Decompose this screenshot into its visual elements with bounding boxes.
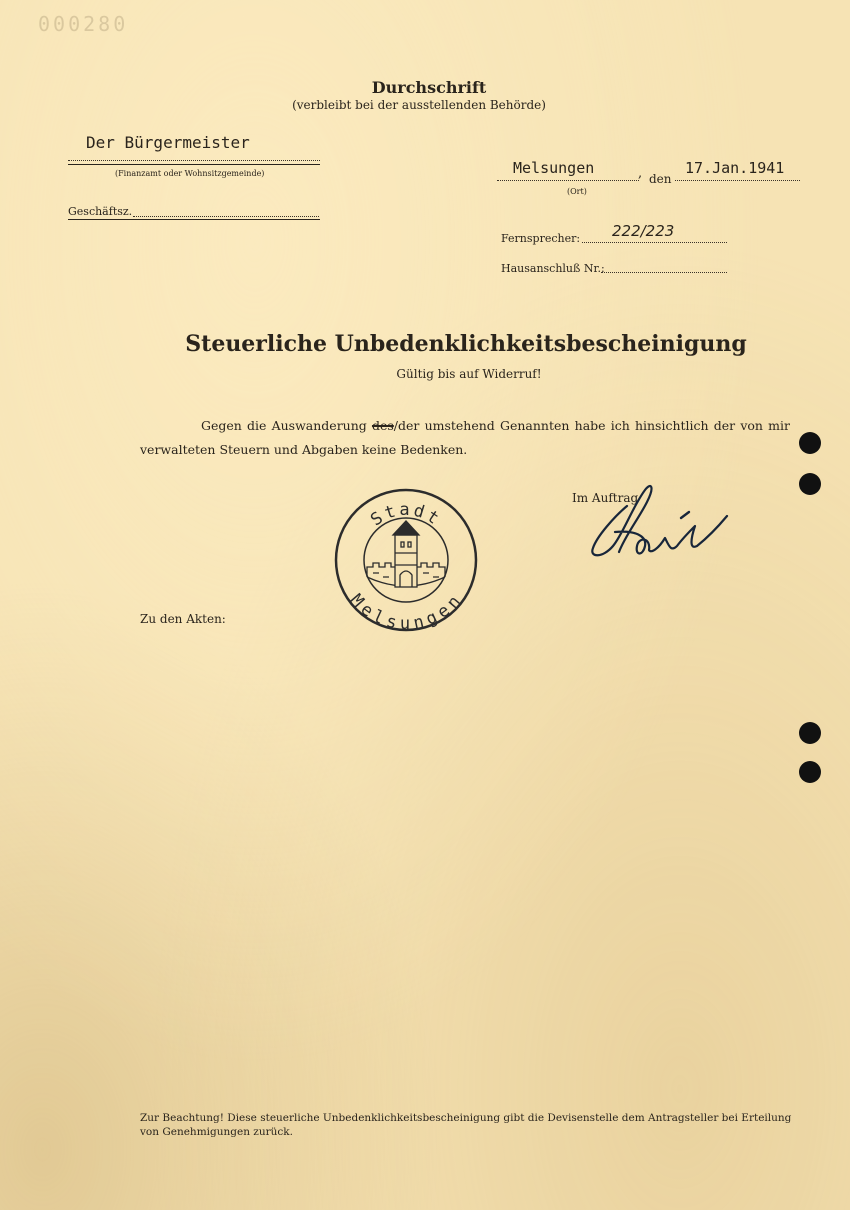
reference-dotted-line — [133, 216, 319, 217]
punch-hole-icon — [799, 432, 821, 454]
phone-dotted-line — [582, 242, 727, 243]
body-text-after: /der umstehend Genannten habe ich hinsichtlich der von mir — [393, 418, 790, 433]
reference-rule — [68, 219, 320, 220]
seal-top-text: Stadt — [367, 500, 445, 531]
body-text-before: Gegen die Auswanderung — [201, 418, 372, 433]
punch-hole-icon — [799, 473, 821, 495]
seal-bottom-text: Melsungen — [345, 590, 467, 633]
authority-field — [68, 133, 320, 163]
reference-label: Geschäftsz. — [68, 205, 133, 218]
phone-value: 222/223 — [612, 222, 675, 240]
handwritten-signature — [585, 476, 735, 566]
authority-caption: (Finanzamt oder Wohnsitzgemeinde) — [115, 169, 265, 178]
authority-value: Der Bürgermeister — [86, 133, 250, 152]
punch-hole-icon — [799, 761, 821, 783]
document-title: Steuerliche Unbedenklichkeitsbescheinigung — [185, 331, 747, 357]
date-dotted-line — [675, 180, 800, 181]
punch-hole-icon — [799, 722, 821, 744]
struck-article: des — [371, 418, 394, 433]
copy-heading-note: (verbleibt bei der ausstellenden Behörde) — [292, 98, 546, 112]
place-caption: (Ort) — [567, 187, 587, 196]
files-note-label: Zu den Akten: — [140, 612, 226, 626]
authority-rule — [68, 164, 320, 165]
authority-dotted-line — [68, 160, 320, 161]
footer-note — [140, 1111, 792, 1139]
phone-label: Fernsprecher: — [501, 232, 581, 245]
certificate-body — [140, 414, 790, 462]
city-seal — [333, 487, 479, 633]
body-line-1 — [140, 414, 790, 438]
footer-lead: Zur Beachtung! — [140, 1112, 224, 1124]
archive-number: 000280 — [38, 12, 129, 36]
signature-label: Im Auftrag — [572, 491, 639, 505]
date-prefix: den — [649, 172, 672, 186]
validity-note: Gültig bis auf Widerruf! — [396, 367, 542, 381]
place-value: Melsungen — [513, 159, 595, 177]
house-line-dotted-line — [601, 272, 727, 273]
place-comma: , — [638, 166, 643, 181]
date-value: 17.Jan.1941 — [685, 159, 785, 177]
house-line-label: Hausanschluß Nr.: — [501, 262, 605, 275]
copy-heading: Durchschrift — [371, 78, 487, 97]
footer-text: Diese steuerliche Unbedenklichkeitsbescheinigung gibt die Devisenstelle dem Antragsteller bei Erteilung von Genehmigungen zurück. — [140, 1112, 792, 1138]
place-dotted-line — [497, 180, 639, 181]
body-line-2: verwalteten Steuern und Abgaben keine Bedenken. — [140, 442, 468, 457]
tower-emblem-icon — [367, 521, 445, 587]
